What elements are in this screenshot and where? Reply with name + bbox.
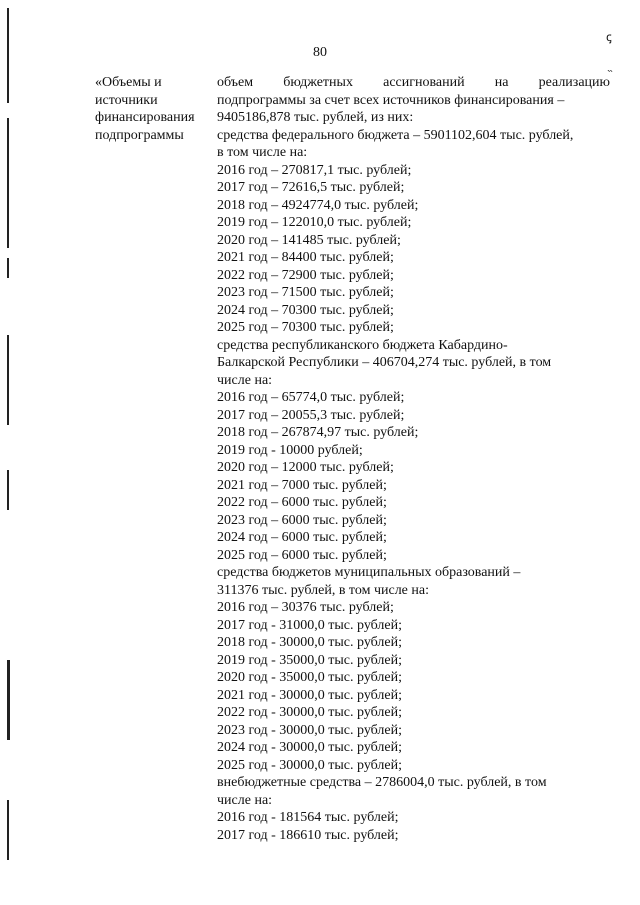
scan-edge-line: [7, 118, 9, 248]
funding-details: [217, 74, 610, 844]
content-line: 2021 год - 30000,0 тыс. рублей;: [217, 687, 403, 703]
content-line: в том числе на:: [217, 145, 308, 160]
scan-mark: ˵: [608, 62, 612, 76]
content-line: 2016 год – 30376 тыс. рублей;: [217, 600, 394, 615]
content-line: 2024 год – 70300 тыс. рублей;: [217, 302, 394, 318]
content-line: 2022 год - 30000,0 тыс. рублей;: [217, 705, 403, 720]
label-line: финансирования: [95, 110, 195, 125]
content-line: 2018 год – 4924774,0 тыс. рублей;: [217, 197, 419, 213]
content-line: средства бюджетов муниципальных образований –: [217, 565, 521, 580]
content-line: Балкарской Республики – 406704,274 тыс. рублей, в том: [217, 355, 552, 370]
content-line: подпрограммы за счет всех источников финансирования –: [217, 92, 565, 108]
content-line: 2018 год – 267874,97 тыс. рублей;: [217, 425, 419, 440]
content-line: 2024 год - 30000,0 тыс. рублей;: [217, 740, 403, 755]
scan-edge-line: [7, 660, 10, 740]
section-label: [95, 74, 220, 144]
content-line: 2022 год – 72900 тыс. рублей;: [217, 267, 394, 283]
content-line: числе на:: [217, 792, 273, 808]
content-line: 2023 год - 30000,0 тыс. рублей;: [217, 722, 403, 738]
content-line: 2025 год – 6000 тыс. рублей;: [217, 547, 387, 563]
content-line: 2016 год - 181564 тыс. рублей;: [217, 810, 399, 825]
content-line: средства республиканского бюджета Кабардино-: [217, 337, 508, 353]
content-line: 2020 год – 12000 тыс. рублей;: [217, 460, 394, 475]
content-line: 2023 год – 6000 тыс. рублей;: [217, 512, 387, 528]
content-line: внебюджетные средства – 2786004,0 тыс. рублей, в том: [217, 775, 547, 790]
content-line: 2025 год - 30000,0 тыс. рублей;: [217, 757, 403, 773]
content-line: 2017 год – 72616,5 тыс. рублей;: [217, 180, 405, 195]
content-line: 2017 год - 31000,0 тыс. рублей;: [217, 617, 403, 633]
content-line: 2020 год - 35000,0 тыс. рублей;: [217, 670, 403, 685]
scan-edge-line: [7, 800, 9, 860]
content-line: 2022 год – 6000 тыс. рублей;: [217, 495, 387, 510]
content-line: 2024 год – 6000 тыс. рублей;: [217, 530, 387, 545]
content-line: 2025 год – 70300 тыс. рублей;: [217, 320, 394, 335]
content-line: числе на:: [217, 372, 273, 388]
content-line: 2019 год - 10000 рублей;: [217, 442, 363, 458]
page-number: 80: [313, 45, 327, 60]
content-line: 2020 год – 141485 тыс. рублей;: [217, 232, 401, 248]
scan-edge-line: [7, 470, 9, 510]
label-line: источники: [95, 92, 158, 108]
content-line: 2018 год - 30000,0 тыс. рублей;: [217, 635, 403, 650]
content-line: средства федерального бюджета – 5901102,604 тыс. рублей,: [217, 127, 574, 143]
content-line: 311376 тыс. рублей, в том числе на:: [217, 582, 429, 598]
content-line: 2019 год - 35000,0 тыс. рублей;: [217, 652, 403, 668]
label-line: подпрограммы: [95, 127, 184, 143]
content-line: 2021 год – 84400 тыс. рублей;: [217, 250, 394, 265]
content-line: 2019 год – 122010,0 тыс. рублей;: [217, 215, 412, 230]
scan-edge-line: [7, 335, 9, 425]
content-line: объем бюджетных ассигнований на реализацию: [217, 75, 610, 90]
content-line: 2017 год - 186610 тыс. рублей;: [217, 827, 399, 843]
label-line: «Объемы и: [95, 75, 162, 90]
scan-mark: ꞔ: [606, 30, 612, 44]
content-line: 2023 год – 71500 тыс. рублей;: [217, 285, 394, 300]
content-line: 2016 год – 270817,1 тыс. рублей;: [217, 162, 412, 178]
content-line: 9405186,878 тыс. рублей, из них:: [217, 110, 414, 125]
content-line: 2021 год – 7000 тыс. рублей;: [217, 477, 387, 493]
scan-edge-line: [7, 258, 9, 278]
content-line: 2017 год – 20055,3 тыс. рублей;: [217, 407, 405, 423]
content-line: 2016 год – 65774,0 тыс. рублей;: [217, 390, 405, 405]
